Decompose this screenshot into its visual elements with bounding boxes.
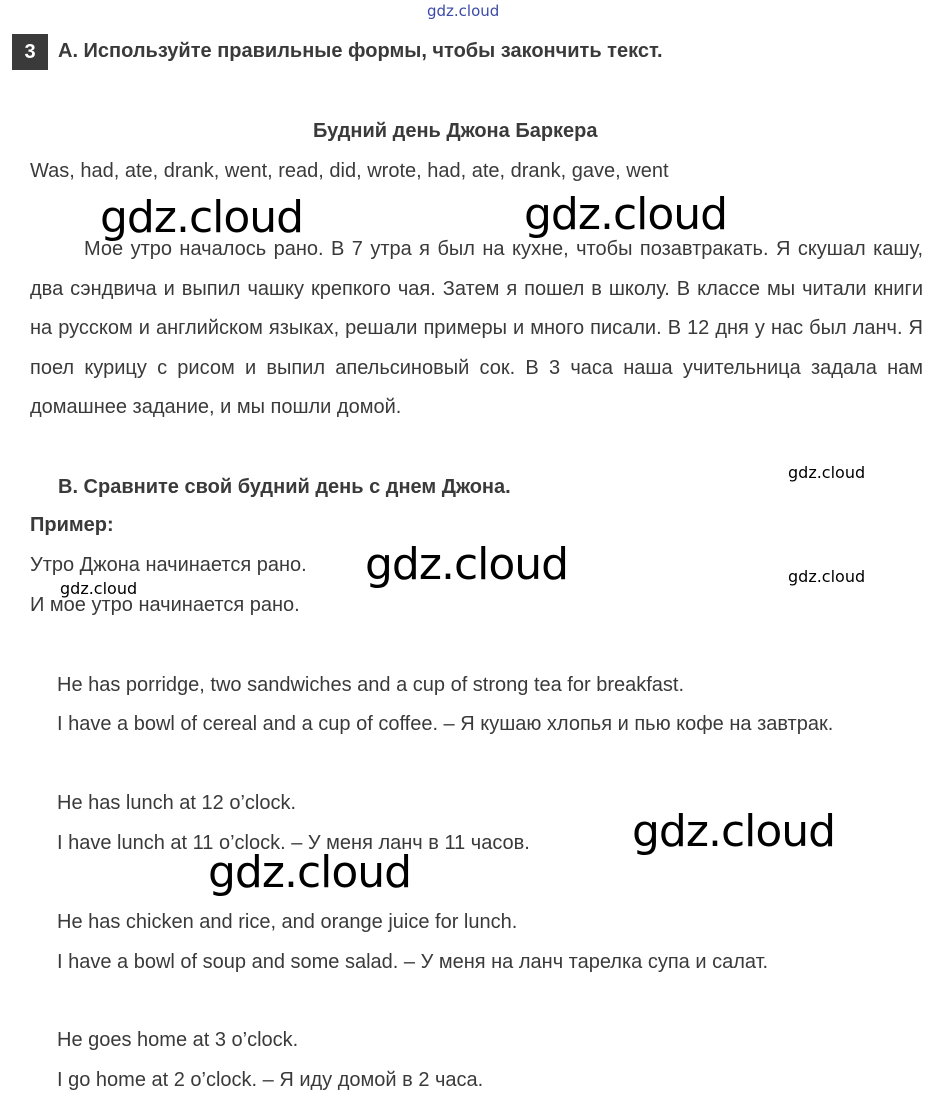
watermark: gdz.cloud [208,847,412,898]
watermark: gdz.cloud [632,806,836,857]
pair-3-he: He has chicken and rice, and orange juice for lunch. [57,911,518,933]
pair-4-he: He goes home at 3 o’clock. [57,1029,299,1051]
pair-2-i: I have lunch at 11 o’clock. – У меня ланч в 11 часов. [57,832,530,854]
watermark: gdz.cloud [788,567,866,586]
pair-1-i: I have a bowl of cereal and a cup of coffee. – Я кушаю хлопья и пью кофе на завтрак. [57,713,834,735]
word-bank: Was, had, ate, drank, went, read, did, wrote, had, ate, drank, gave, went [30,160,669,182]
example-label: Пример: [30,514,114,536]
pair-3-i: I have a bowl of soup and some salad. – У меня на ланч тарелка супа и салат. [57,951,769,973]
exercise-number-badge: 3 [12,34,48,70]
watermark: gdz.cloud [100,192,304,243]
watermark: gdz.cloud [524,189,728,240]
watermark: gdz.cloud [60,579,138,598]
watermark: gdz.cloud [788,463,866,482]
example-line-2: И мое утро начинается рано. [30,594,300,616]
story-paragraph: Мое утро началось рано. В 7 утра я был на кухне, чтобы позавтракать. Я скушал кашу, два сэндвича и выпил чашку крепкого чая. Затем я пошел в школу. В классе мы читали книги на русском и английском языках, решали примеры и много писали. В 12 дня у нас был ланч. Я поел курицу с рисом и выпил апельсиновый сок. В 3 часа наша учительница задала нам домашнее задание, и мы пошли домой. [30,238,923,419]
header-watermark: gdz.cloud [427,2,500,20]
watermark: gdz.cloud [365,539,569,590]
example-line-1: Утро Джона начинается рано. [30,554,307,576]
task-b-heading: B. Сравните свой будний день с днем Джона. [58,476,511,498]
pair-2-he: He has lunch at 12 o’clock. [57,792,297,814]
task-a-heading: А. Используйте правильные формы, чтобы закончить текст. [58,40,663,62]
pair-1-he: He has porridge, two sandwiches and a cup of strong tea for breakfast. [57,674,685,696]
pair-4-i: I go home at 2 o’clock. – Я иду домой в 2 часа. [57,1069,484,1091]
story-title: Будний день Джона Баркера [313,120,598,142]
